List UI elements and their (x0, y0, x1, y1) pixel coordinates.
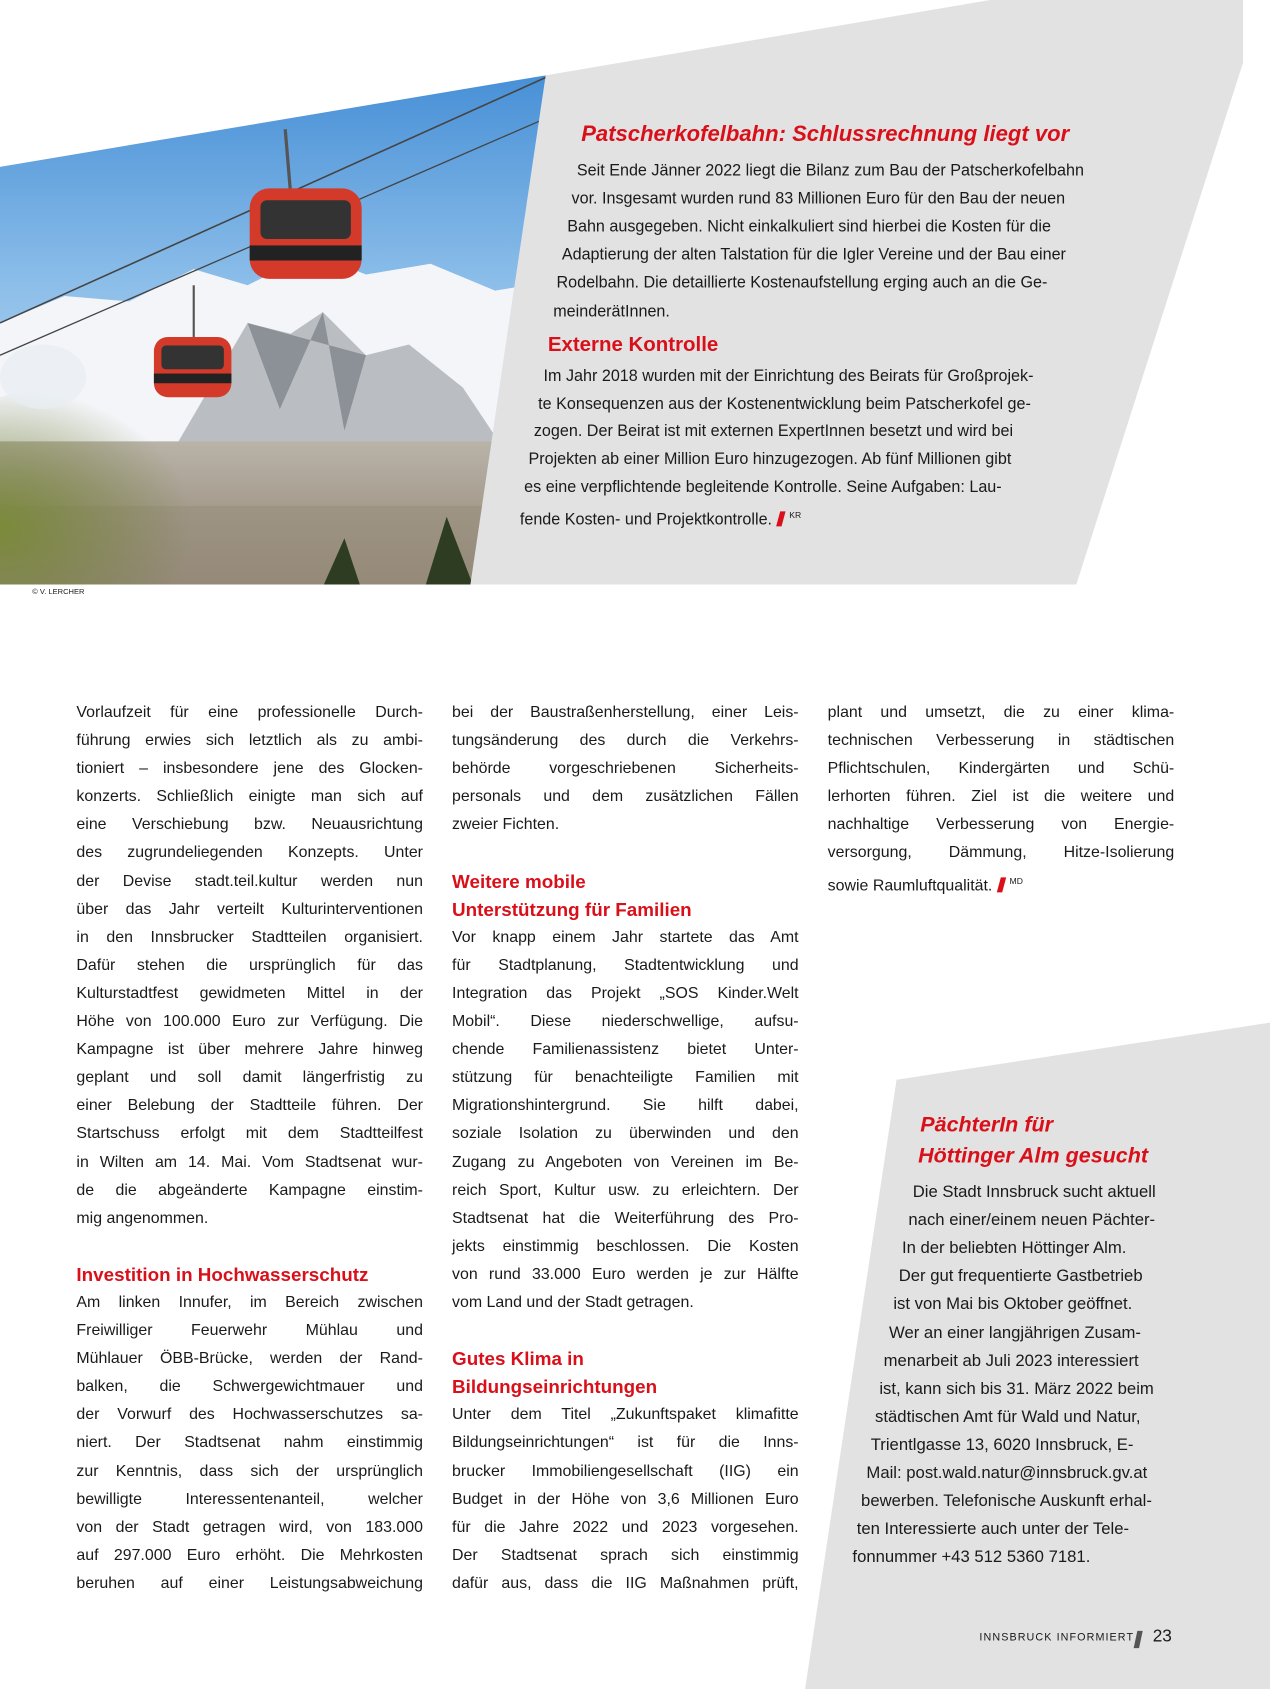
paragraph-line (76, 980, 423, 1008)
paragraph-line (828, 811, 1175, 839)
line-text: soziale Isolation zu überwinden und den (452, 1125, 799, 1143)
box-text-line: ten Interessierte auch unter der Tele- (856, 1520, 1130, 1539)
paragraph-line (76, 1148, 423, 1176)
end-mark-icon (776, 511, 785, 526)
paragraph-line (76, 1569, 423, 1597)
paragraph-line (76, 1457, 423, 1485)
line-text: lerhorten führen. Ziel ist die weitere und (827, 788, 1175, 806)
section-heading: Gutes Klima in (452, 1347, 584, 1370)
paragraph-line (452, 1148, 799, 1176)
box-title-line: Höttinger Alm gesucht (918, 1144, 1149, 1169)
paragraph-line (76, 1429, 423, 1457)
spacer (452, 839, 799, 867)
paragraph-line (76, 951, 423, 979)
line-text: tungsänderung des durch die Verkehrs- (452, 732, 799, 750)
line-text: de die abgeänderte Kampagne einstim- (76, 1181, 423, 1199)
line-text: Am linken Innufer, im Bereich zwischen (76, 1293, 423, 1312)
box-text-line: Im Jahr 2018 wurden mit der Einrichtung des Beirats für Großprojek- (543, 367, 1034, 386)
line-text: Integration das Projekt „SOS Kinder.Welt (452, 984, 799, 1003)
line-text: chende Familienassistenz bietet Unter- (452, 1041, 799, 1059)
box-text-line: fende Kosten- und Projektkontrolle. $^{KR}$ (519, 510, 802, 529)
line-text: behörde vorgeschriebenen Sicherheits- (452, 760, 799, 778)
paragraph-line (76, 867, 423, 895)
paragraph-line (452, 1429, 799, 1457)
box-text-line: es eine verpflichtende begleitende Kontrolle. Seine Aufgaben: Lau- (524, 477, 1002, 497)
paragraph-line (452, 1541, 799, 1569)
paragraph-line (76, 1317, 423, 1345)
line-text: personals und dem zusätzlichen Fällen (452, 788, 799, 806)
paragraph-line (76, 1373, 423, 1401)
paragraph-line (452, 783, 799, 811)
section-heading: Investition in Hochwasserschutz (76, 1263, 369, 1286)
line-text: führung erwies sich letztlich als zu ambi- (76, 732, 423, 750)
box-text-line: ist von Mai bis Oktober geöffnet. (893, 1295, 1133, 1314)
line-text: von der Stadt getragen wird, von 183.000 (76, 1518, 423, 1536)
box-text-line: Wer an einer langjährigen Zusam- (889, 1323, 1141, 1342)
paragraph-line (452, 1204, 799, 1232)
paragraph-line (452, 755, 799, 783)
paragraph-line (452, 1260, 799, 1288)
line-text: Pflichtschulen, Kindergärten und Schü- (827, 760, 1175, 778)
box-text-line: zogen. Der Beirat ist mit externen ExpertInnen besetzt und wird bei (533, 421, 1014, 441)
line-text: Zugang zu Angeboten von Vereinen im Be- (452, 1153, 799, 1171)
paragraph-line (76, 923, 423, 951)
section-heading: Unterstützung für Familien (452, 898, 692, 921)
line-text: Bildungseinrichtungen“ ist für die Inns- (452, 1434, 799, 1452)
line-text: dafür aus, dass die IIG Maßnahmen prüft, (452, 1574, 799, 1593)
line-text: Mobil“. Diese niederschwellige, aufsu- (452, 1013, 799, 1031)
paragraph-line (452, 1120, 799, 1148)
spacer (76, 1232, 423, 1260)
paragraph-line (76, 839, 423, 867)
box-text-line: bewerben. Telefonische Auskunft erhal- (861, 1492, 1152, 1511)
author-initials: KR (789, 510, 802, 520)
line-text: niert. Der Stadtsenat nahm einstimmig (76, 1434, 423, 1452)
paragraph-line (452, 727, 799, 755)
line-text: von rund 33.000 Euro werden je zur Hälfte (452, 1265, 799, 1284)
line-text: brucker Immobiliengesellschaft (IIG) ein (452, 1462, 799, 1480)
line-text: eine Verschiebung bzw. Neuausrichtung (76, 816, 423, 834)
box-text-line: Rodelbahn. Die detaillierte Kostenaufstellung erging auch an die Ge- (556, 273, 1048, 292)
spacer (452, 1317, 799, 1345)
line-text: der Devise stadt.teil.kultur werden nun (76, 872, 423, 890)
section-heading: Weitere mobile (452, 870, 586, 892)
line-text: zur Kenntnis, dass sich der ursprünglich (76, 1462, 423, 1480)
box-text-line: städtischen Amt für Wald und Natur, (875, 1407, 1141, 1427)
paragraph-line (452, 1513, 799, 1541)
paragraph-line (452, 1176, 799, 1204)
text-column-2 (452, 699, 799, 1598)
line-text: Dafür stehen die ursprünglich für das (76, 956, 423, 975)
paragraph-line (76, 1120, 423, 1148)
paragraph-line (76, 1064, 423, 1092)
line-text: Höhe von 100.000 Euro zur Verfügung. Die (76, 1013, 423, 1031)
paragraph-line (452, 1289, 799, 1317)
line-text: über das Jahr verteilt Kulturinterventionen (76, 900, 423, 918)
line-text: Mühlauer ÖBB-Brücke, werden der Rand- (76, 1350, 423, 1368)
line-text: bei der Baustraßenherstellung, einer Leis- (452, 704, 799, 722)
author-initials: MD (1009, 875, 1023, 886)
line-text: Unter dem Titel „Zukunftspaket klimafitte (452, 1406, 799, 1424)
paragraph-line (452, 1485, 799, 1513)
box-text-line: vor. Insgesamt wurden rund 83 Millionen Euro für den Bau der neuen (571, 189, 1066, 208)
paragraph-line (452, 980, 799, 1008)
paragraph-line (76, 1513, 423, 1541)
paragraph-line (452, 1008, 799, 1036)
line-text: in Wilten am 14. Mai. Vom Stadtsenat wur- (76, 1153, 423, 1171)
line-text: balken, die Schwergewichtmauer und (76, 1378, 423, 1396)
line-text: auf 297.000 Euro erhöht. Die Mehrkosten (76, 1546, 423, 1564)
paragraph-line (452, 811, 799, 839)
line-text: nachhaltige Verbesserung von Energie- (827, 816, 1175, 834)
paragraph-line (828, 867, 1175, 895)
box-text-line: Projekten ab einer Million Euro hinzugezogen. Ab fünf Millionen gibt (528, 449, 1012, 469)
line-text: für die Jahre 2022 und 2023 vorgesehen. (452, 1518, 799, 1536)
line-text: zweier Fichten. (452, 816, 560, 834)
paragraph-line (452, 1092, 799, 1120)
footer-publication: INNSBRUCK INFORMIERT (979, 1631, 1135, 1644)
paragraph-line (76, 1036, 423, 1064)
line-text: der Vorwurf des Hochwasserschutzes sa- (76, 1406, 423, 1424)
paragraph-line (452, 1064, 799, 1092)
line-text: Migrationshintergrund. Sie hilft dabei, (452, 1097, 799, 1115)
end-mark-icon (997, 877, 1006, 892)
paragraph-line (828, 755, 1175, 783)
box-text-line: Mail: post.wald.natur@innsbruck.gv.at (866, 1464, 1148, 1483)
line-text: versorgung, Dämmung, Hitze-Isolierung (827, 844, 1175, 862)
paragraph-line (452, 1036, 799, 1064)
paragraph-line (76, 1204, 423, 1232)
photo-credit: © V. LERCHER (32, 588, 85, 597)
line-text: Startschuss erfolgt mit dem Stadtteilfest (76, 1125, 423, 1143)
box-text-line: Trientlgasse 13, 6020 Innsbruck, E- (870, 1435, 1134, 1455)
box-text-line: In der beliebten Höttinger Alm. (901, 1239, 1127, 1258)
box-text-line: te Konsequenzen aus der Kostenentwicklung beim Patscherkofel ge- (538, 395, 1031, 414)
paragraph-line (828, 699, 1175, 727)
section-heading: Bildungseinrichtungen (452, 1376, 658, 1398)
paragraph-line (76, 1541, 423, 1569)
paragraph-line (76, 1485, 423, 1513)
paragraph-line (452, 699, 799, 727)
line-text: plant und umsetzt, die zu einer klima- (827, 704, 1175, 722)
box-text-line: meinderätInnen. (553, 302, 670, 321)
line-text: in den Innsbrucker Stadtteilen organisiert. (76, 928, 423, 946)
paragraph-line (828, 783, 1175, 811)
line-text: jekts einstimmig beschlossen. Die Kosten (452, 1237, 799, 1255)
page-number: 23 (1152, 1627, 1172, 1646)
line-text: technischen Verbesserung in städtischen (827, 732, 1175, 750)
paragraph-line (76, 811, 423, 839)
box-text-line: Der gut frequentierte Gastbetrieb (898, 1267, 1143, 1286)
gondola-photo (0, 0, 560, 587)
line-text: Budget in der Höhe von 3,6 Millionen Euro (452, 1490, 799, 1508)
box-text-line: Seit Ende Jänner 2022 liegt die Bilanz zum Bau der Patscherkofelbahn (576, 161, 1084, 180)
paragraph-line (76, 895, 423, 923)
line-text: Stadtsenat hat die Weiterführung des Pro- (452, 1209, 799, 1227)
line-text: des zugrundeliegenden Konzepts. Unter (76, 844, 423, 862)
paragraph-line (452, 951, 799, 979)
box-text-line: Adaptierung der alten Talstation für die Igler Vereine und der Bau einer (561, 245, 1066, 264)
box-text-line: ist, kann sich bis 31. März 2022 beim (879, 1379, 1154, 1399)
box-title: Patscherkofelbahn: Schlussrechnung liegt vor (581, 121, 1070, 147)
line-text: tioniert – insbesondere jene des Glocken- (76, 760, 423, 778)
line-text: beruhen auf einer Leistungsabweichung (76, 1574, 423, 1593)
line-text: Kampagne ist über mehrere Jahre hinweg (76, 1041, 423, 1059)
line-text: Freiwilliger Feuerwehr Mühlau und (76, 1322, 423, 1340)
paragraph-line (76, 1345, 423, 1373)
line-text: konzerts. Schließlich einigte man sich auf (76, 788, 423, 806)
box-title-line: PächterIn für (920, 1113, 1054, 1137)
box-text-line: nach einer/einem neuen Pächter- (908, 1211, 1156, 1230)
line-text: Vorlaufzeit für eine professionelle Durch- (76, 704, 423, 722)
paragraph-line (828, 727, 1175, 755)
line-text: mig angenommen. (76, 1209, 209, 1227)
paragraph-line (828, 839, 1175, 867)
paragraph-line (76, 755, 423, 783)
text-column-3 (828, 699, 1175, 896)
paragraph-line (452, 923, 799, 951)
line-text: einer Belebung der Stadtteile führen. Der (76, 1097, 423, 1115)
paragraph-line (76, 1289, 423, 1317)
paragraph-line (452, 1232, 799, 1260)
paragraph-line (76, 1401, 423, 1429)
paragraph-line (76, 783, 423, 811)
paragraph-line (452, 1457, 799, 1485)
paragraph-line (76, 1008, 423, 1036)
line-text: reich Sport, Kultur usw. zu erleichtern. Der (452, 1181, 799, 1199)
box-text-line: Die Stadt Innsbruck sucht aktuell (912, 1183, 1156, 1202)
text-column-1 (76, 699, 423, 1598)
box-text-line: menarbeit ab Juli 2023 interessiert (883, 1351, 1139, 1370)
line-text: Kulturstadtfest gewidmeten Mittel in der (76, 984, 423, 1003)
box-text-line: Bahn ausgegeben. Nicht einkalkuliert sind hierbei die Kosten für die (567, 217, 1051, 236)
line-text: bewilligte Interessentenanteil, welcher (76, 1490, 423, 1508)
line-text: stützung für benachteiligte Familien mit (452, 1069, 799, 1087)
line-text: geplant und soll damit längerfristig zu (76, 1069, 423, 1087)
line-text: Vor knapp einem Jahr startete das Amt (452, 928, 799, 946)
paragraph-line (452, 1401, 799, 1429)
box-text-line: fonnummer +43 512 5360 7181. (852, 1548, 1091, 1567)
line-text: sowie Raumluftqualität. (827, 876, 993, 895)
paragraph-line (76, 1092, 423, 1120)
box-subheading: Externe Kontrolle (547, 333, 719, 357)
paragraph-line (76, 699, 423, 727)
line-text: Der Stadtsenat sprach sich einstimmig (452, 1546, 799, 1564)
line-text: für Stadtplanung, Stadtentwicklung und (452, 956, 799, 975)
paragraph-line (76, 727, 423, 755)
line-text: vom Land und der Stadt getragen. (452, 1293, 694, 1312)
paragraph-line (76, 1176, 423, 1204)
paragraph-line (452, 1569, 799, 1597)
